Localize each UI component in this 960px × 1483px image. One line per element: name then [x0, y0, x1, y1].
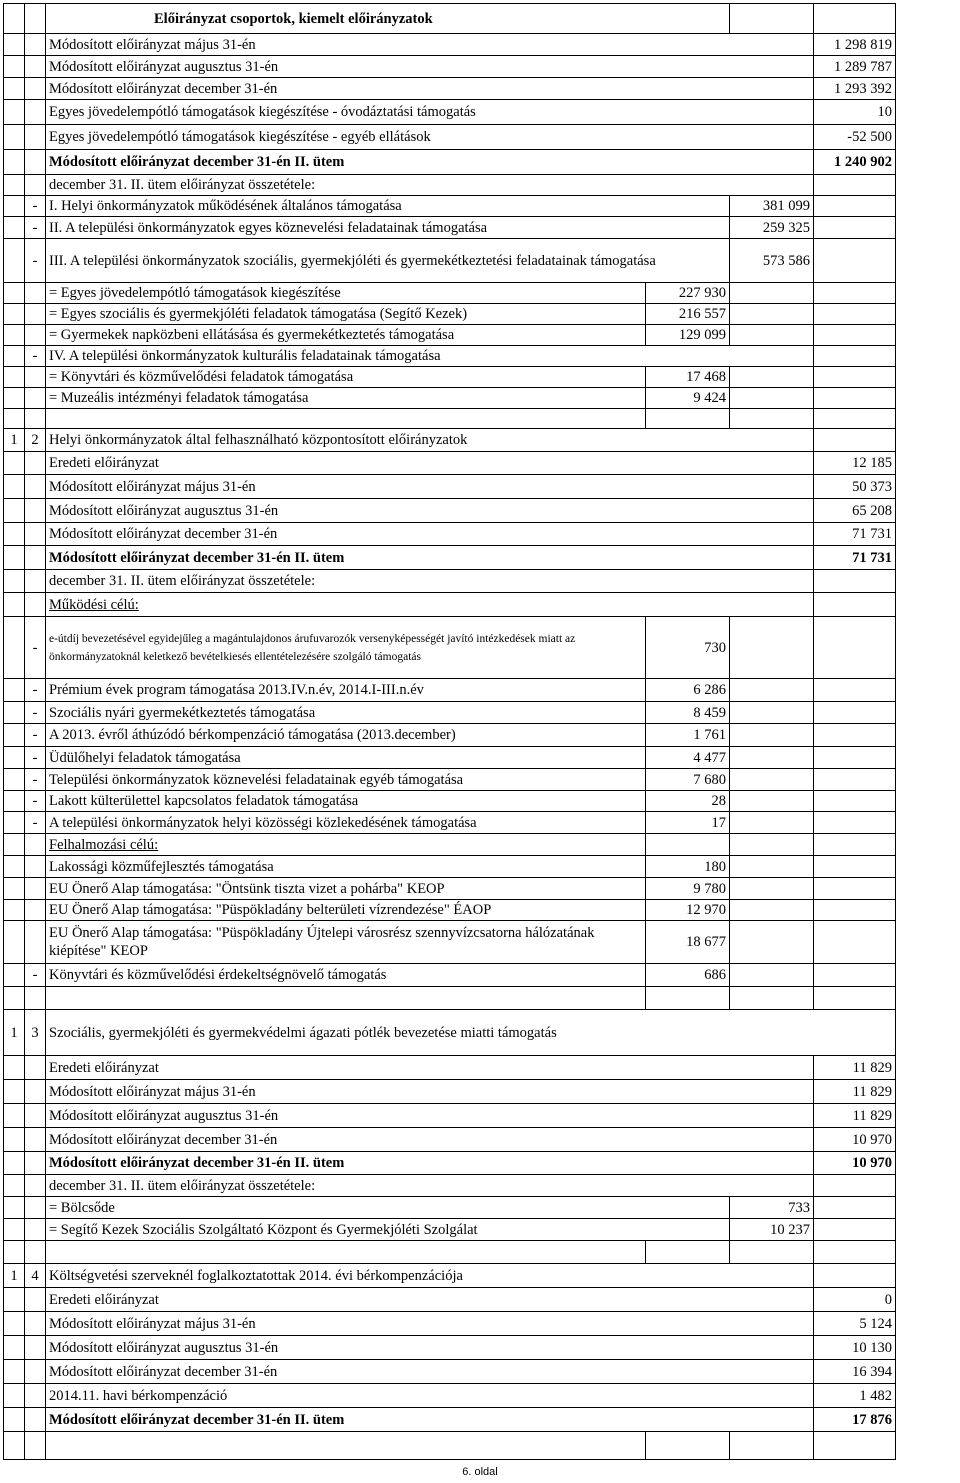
table-row: Egyes jövedelempótló támogatások kiegészítése - óvodáztatási támogatás 10: [4, 100, 896, 125]
composition-row: december 31. II. ütem előirányzat összetétele:: [4, 175, 896, 196]
table-row-total: Módosított előirányzat december 31-én II. ütem 1 240 902: [4, 150, 896, 175]
table-row: Lakossági közműfejlesztés támogatása 180: [4, 856, 896, 878]
table-row: = Egyes szociális és gyermekjóléti feladatok támogatása (Segítő Kezek) 216 557: [4, 304, 896, 325]
table-row: - Üdülőhelyi feladatok támogatása 4 477: [4, 747, 896, 769]
table-header-row: [4, 4, 896, 34]
table-row: Eredeti előirányzat 11 829: [4, 1056, 896, 1080]
table-row: - A 2013. évről áthúzódó bérkompenzáció támogatása (2013.december) 1 761: [4, 724, 896, 747]
table-row: Módosított előirányzat augusztus 31-én 10 130: [4, 1336, 896, 1360]
table-row: = Segítő Kezek Szociális Szolgáltató Központ és Gyermekjóléti Szolgálat 10 237: [4, 1219, 896, 1241]
table-row: - Települési önkormányzatok köznevelési feladatainak egyéb támogatása 7 680: [4, 769, 896, 791]
table-row: 2014.11. havi bérkompenzáció 1 482: [4, 1384, 896, 1408]
table-row: - III. A települési önkormányzatok szociális, gyermekjóléti és gyermekétkeztetési feladatainak támogatása 573 586: [4, 239, 896, 283]
section-title-row: 1 4 Költségvetési szerveknél foglalkoztatottak 2014. évi bérkompenzációja: [4, 1264, 896, 1288]
subheading-row: Felhalmozási célú:: [4, 834, 896, 856]
spacer-row: [4, 1432, 896, 1460]
table-row: - II. A települési önkormányzatok egyes köznevelési feladatainak támogatása 259 325: [4, 217, 896, 239]
table-row: - IV. A települési önkormányzatok kulturális feladatainak támogatása: [4, 346, 896, 367]
table-row: Módosított előirányzat augusztus 31-én 1 289 787: [4, 56, 896, 78]
table-row: - Prémium évek program támogatása 2013.IV.n.év, 2014.I-III.n.év 6 286: [4, 679, 896, 702]
page-number: 6. oldal: [462, 1466, 498, 1478]
table-row: Egyes jövedelempótló támogatások kiegészítése - egyéb ellátások -52 500: [4, 125, 896, 150]
table-row: Módosított előirányzat december 31-én 10 970: [4, 1128, 896, 1152]
table-row: = Könyvtári és közművelődési feladatok támogatása 17 468: [4, 367, 896, 388]
spacer-row: [4, 987, 896, 1010]
spacer-row: [4, 1241, 896, 1264]
composition-row: december 31. II. ütem előirányzat összetétele:: [4, 570, 896, 593]
table-row: = Bölcsőde 733: [4, 1197, 896, 1219]
spacer-row: [4, 409, 896, 429]
budget-table: [3, 3, 896, 1460]
section-title-row: 1 3 Szociális, gyermekjóléti és gyermekvédelmi ágazati pótlék bevezetése miatti támogatás: [4, 1010, 896, 1056]
table-row: - e-útdíj bevezetésével egyidejűleg a magántulajdonos árufuvarozók versenyképességét javító intézkedések miatt az önkormányzatoknál keletkező bevételkiesés ellentételezésére szolgáló támogatás 730: [4, 617, 896, 679]
section-title-row: 1 2 Helyi önkormányzatok által felhasználható központosított előirányzatok: [4, 429, 896, 452]
table-row: Módosított előirányzat május 31-én 50 373: [4, 475, 896, 499]
table-row: EU Önerő Alap támogatása: "Püspökladány belterületi vízrendezése" ÉAOP 12 970: [4, 900, 896, 921]
section-title: Szociális, gyermekjóléti és gyermekvédelmi ágazati pótlék bevezetése miatti támogatás: [46, 1010, 896, 1056]
table-title: Előirányzat csoportok, kiemelt előirányzatok: [46, 4, 730, 34]
table-row: EU Önerő Alap támogatása: "Öntsünk tiszta vizet a pohárba" KEOP 9 780: [4, 878, 896, 900]
table-row: Módosított előirányzat december 31-én 71 731: [4, 523, 896, 546]
table-row: - Lakott külterülettel kapcsolatos feladatok támogatása 28: [4, 791, 896, 812]
table-row: Módosított előirányzat május 31-én 11 829: [4, 1080, 896, 1104]
table-row: = Muzeális intézményi feladatok támogatása 9 424: [4, 388, 896, 409]
table-row: = Gyermekek napközbeni ellátásása és gyermekétkeztetés támogatása 129 099: [4, 325, 896, 346]
table-row: - Könyvtári és közművelődési érdekeltségnövelő támogatás 686: [4, 964, 896, 987]
table-row: Módosított előirányzat augusztus 31-én 11 829: [4, 1104, 896, 1128]
table-row: EU Önerő Alap támogatása: "Püspökladány Újtelepi városrész szennyvízcsatorna hálózatának kiépítése" KEOP 18 677: [4, 921, 896, 964]
table-row: - I. Helyi önkormányzatok működésének általános támogatása 381 099: [4, 196, 896, 217]
table-row-total: Módosított előirányzat december 31-én II. ütem 17 876: [4, 1408, 896, 1432]
table-row: Módosított előirányzat május 31-én 1 298 819: [4, 34, 896, 56]
table-row: - A települési önkormányzatok helyi közösségi közlekedésének támogatása 17: [4, 812, 896, 834]
table-row: - Szociális nyári gyermekétkeztetés támogatása 8 459: [4, 702, 896, 724]
subheading-row: Működési célú:: [4, 593, 896, 617]
table-row: Eredeti előirányzat 12 185: [4, 452, 896, 475]
table-row: Eredeti előirányzat 0: [4, 1288, 896, 1312]
table-row-total: Módosított előirányzat december 31-én II. ütem 10 970: [4, 1152, 896, 1175]
table-row: Módosított előirányzat december 31-én 1 293 392: [4, 78, 896, 100]
table-row: Módosított előirányzat december 31-én 16 394: [4, 1360, 896, 1384]
section-title: Költségvetési szerveknél foglalkoztatottak 2014. évi bérkompenzációja: [46, 1264, 814, 1288]
table-row-total: Módosított előirányzat december 31-én II. ütem 71 731: [4, 546, 896, 570]
table-row: Módosított előirányzat május 31-én 5 124: [4, 1312, 896, 1336]
composition-row: december 31. II. ütem előirányzat összetétele:: [4, 1175, 896, 1197]
table-row: Módosított előirányzat augusztus 31-én 65 208: [4, 499, 896, 523]
table-row: = Egyes jövedelempótló támogatások kiegészítése 227 930: [4, 283, 896, 304]
section-title: Helyi önkormányzatok által felhasználható központosított előirányzatok: [46, 429, 814, 452]
